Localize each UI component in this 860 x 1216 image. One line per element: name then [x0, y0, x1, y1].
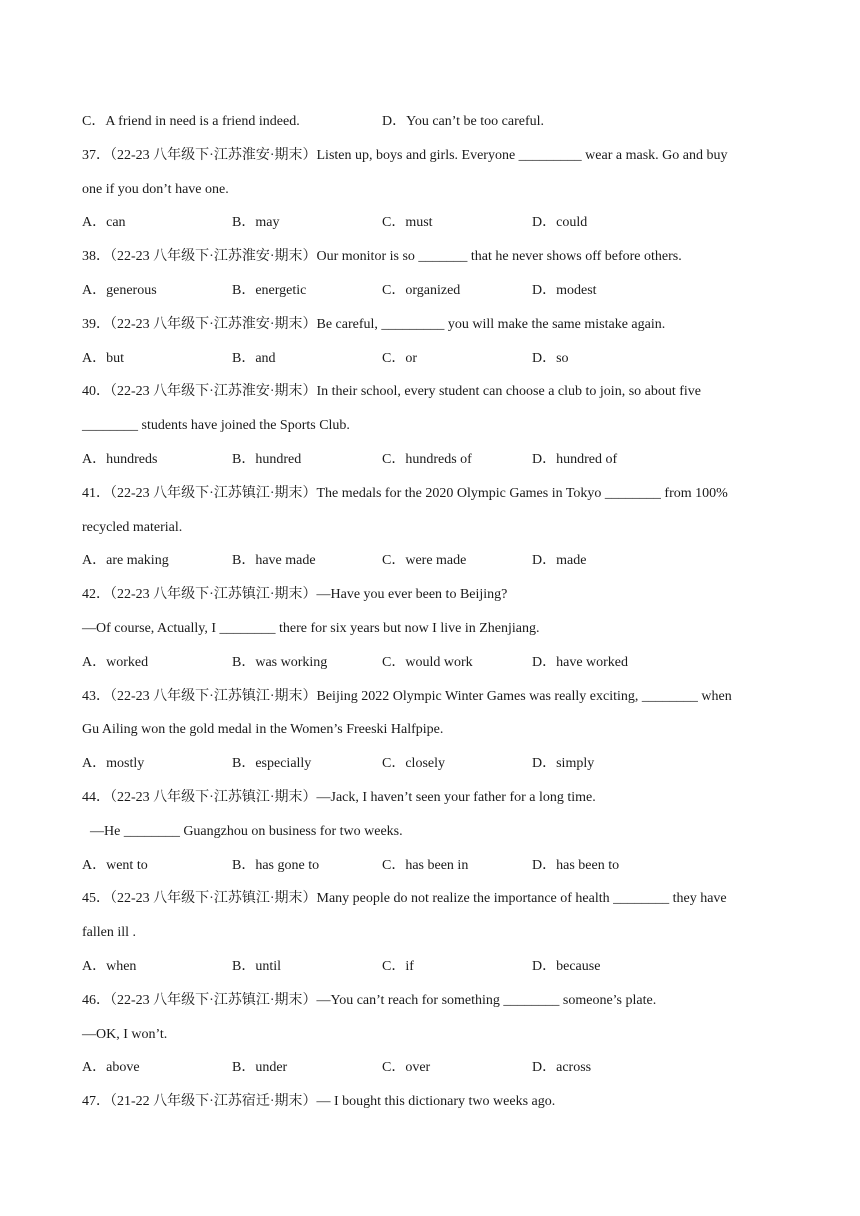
- option-c: C．if: [382, 958, 414, 974]
- question-text: Beijing 2022 Olympic Winter Games was really exciting, ________ when: [316, 688, 732, 704]
- question-text-continued: Gu Ailing won the gold medal in the Women’s Freeski Halfpipe.: [82, 722, 444, 738]
- options-row: [82, 955, 782, 989]
- option-d: D．could: [532, 215, 588, 231]
- option-d: D．You can’t be too careful.: [382, 114, 545, 129]
- question-number: 42．: [82, 587, 110, 603]
- option-b: B．until: [232, 958, 282, 974]
- question-source: （22-23 八年级下·江苏淮安·期末）: [110, 384, 317, 400]
- question-stem: [82, 1090, 782, 1124]
- option-c: C．were made: [382, 553, 467, 569]
- options-row: [82, 347, 782, 381]
- question-text: —Jack, I haven’t seen your father for a long time.: [316, 789, 596, 805]
- option-a: A．can: [82, 215, 126, 231]
- question-text-continued: —OK, I won’t.: [82, 1026, 168, 1042]
- question-number: 37．: [82, 147, 110, 163]
- option-c: C．or: [382, 350, 417, 366]
- option-d: D．simply: [532, 756, 595, 772]
- question-text: Be careful, _________ you will make the same mistake again.: [316, 316, 666, 332]
- option-b: B．may: [232, 215, 280, 231]
- option-a: A．worked: [82, 654, 149, 670]
- options-row: [82, 211, 782, 245]
- question-text-continued: —Of course, Actually, I ________ there for six years but now I live in Zhenjiang.: [82, 620, 540, 636]
- question-number: 41．: [82, 485, 110, 501]
- question-stem: [82, 144, 782, 178]
- options-row: [82, 1056, 782, 1090]
- question-source: （22-23 八年级下·江苏镇江·期末）: [110, 992, 317, 1008]
- option-b: B．and: [232, 350, 276, 366]
- question-stem: [82, 887, 782, 921]
- option-c: C．hundreds of: [382, 451, 472, 467]
- options-row: [82, 651, 782, 685]
- question-source: （21-22 八年级下·江苏宿迁·期末）: [110, 1094, 317, 1110]
- options-row: [82, 549, 782, 583]
- question-text: The medals for the 2020 Olympic Games in Tokyo ________ from 100%: [316, 485, 728, 501]
- options-row: [82, 110, 782, 144]
- question-number: 38．: [82, 249, 110, 265]
- question-text: — I bought this dictionary two weeks ago.: [316, 1094, 556, 1110]
- option-b: B．have made: [232, 553, 316, 569]
- question-number: 46．: [82, 992, 110, 1008]
- question-text-continued: —He ________ Guangzhou on business for two weeks.: [90, 823, 403, 839]
- question-source: （22-23 八年级下·江苏镇江·期末）: [110, 587, 317, 603]
- option-b: B．has gone to: [232, 857, 320, 873]
- question-number: 39．: [82, 316, 110, 332]
- question-text-continued: one if you don’t have one.: [82, 181, 229, 197]
- question-number: 45．: [82, 891, 110, 907]
- option-a: A．generous: [82, 282, 157, 298]
- question-source: （22-23 八年级下·江苏淮安·期末）: [110, 249, 317, 265]
- question-stem: [82, 313, 782, 347]
- option-d: D．made: [532, 553, 587, 569]
- question-stem: [82, 380, 782, 414]
- options-row: [82, 752, 782, 786]
- option-d: D．so: [532, 350, 569, 366]
- question-source: （22-23 八年级下·江苏镇江·期末）: [110, 688, 317, 704]
- option-a: A．went to: [82, 857, 148, 873]
- options-row: [82, 854, 782, 888]
- question-source: （22-23 八年级下·江苏淮安·期末）: [110, 147, 317, 163]
- question-text-continued: ________ students have joined the Sports Club.: [82, 418, 350, 434]
- option-c: C．would work: [382, 654, 473, 670]
- question-stem: [82, 482, 782, 516]
- question-text: In their school, every student can choose a club to join, so about five: [316, 384, 702, 400]
- option-b: B．under: [232, 1060, 288, 1076]
- option-c: C．organized: [382, 282, 461, 298]
- option-c: C．closely: [382, 756, 445, 772]
- question-number: 47．: [82, 1094, 110, 1110]
- question-text: Many people do not realize the importance of health ________ they have: [316, 891, 727, 907]
- option-b: B．was working: [232, 654, 328, 670]
- question-text: Our monitor is so _______ that he never shows off before others.: [316, 249, 682, 265]
- question-source: （22-23 八年级下·江苏镇江·期末）: [110, 891, 317, 907]
- question-stem: [82, 786, 782, 820]
- option-b: B．especially: [232, 756, 312, 772]
- option-b: B．energetic: [232, 282, 307, 298]
- question-source: （22-23 八年级下·江苏镇江·期末）: [110, 485, 317, 501]
- option-d: D．has been to: [532, 857, 620, 873]
- question-number: 40．: [82, 384, 110, 400]
- question-text: —Have you ever been to Beijing?: [316, 587, 508, 603]
- question-source: （22-23 八年级下·江苏镇江·期末）: [110, 789, 317, 805]
- option-a: A．but: [82, 350, 124, 366]
- option-d: D．modest: [532, 282, 597, 298]
- question-source: （22-23 八年级下·江苏淮安·期末）: [110, 316, 317, 332]
- question-text: Listen up, boys and girls. Everyone _________ wear a mask. Go and buy: [316, 147, 728, 163]
- option-a: A．are making: [82, 553, 169, 569]
- exam-page: [82, 110, 782, 1124]
- question-text-continued: fallen ill .: [82, 925, 137, 941]
- option-a: A．above: [82, 1060, 140, 1076]
- option-a: A．hundreds: [82, 451, 158, 467]
- question-text: —You can’t reach for something ________ someone’s plate.: [316, 992, 657, 1008]
- question-text-continued: recycled material.: [82, 519, 183, 535]
- options-row: [82, 279, 782, 313]
- option-d: D．because: [532, 958, 601, 974]
- option-d: D．across: [532, 1060, 592, 1076]
- options-row: [82, 448, 782, 482]
- option-d: D．hundred of: [532, 451, 618, 467]
- question-stem: [82, 245, 782, 279]
- option-c: C．A friend in need is a friend indeed.: [82, 114, 300, 129]
- option-c: C．over: [382, 1060, 431, 1076]
- option-b: B．hundred: [232, 451, 302, 467]
- question-stem: [82, 583, 782, 617]
- question-number: 43．: [82, 688, 110, 704]
- question-stem: [82, 989, 782, 1023]
- question-stem: [82, 685, 782, 719]
- option-a: A．when: [82, 958, 137, 974]
- option-c: C．has been in: [382, 857, 469, 873]
- option-d: D．have worked: [532, 654, 629, 670]
- question-number: 44．: [82, 789, 110, 805]
- option-a: A．mostly: [82, 756, 145, 772]
- option-c: C．must: [382, 215, 433, 231]
